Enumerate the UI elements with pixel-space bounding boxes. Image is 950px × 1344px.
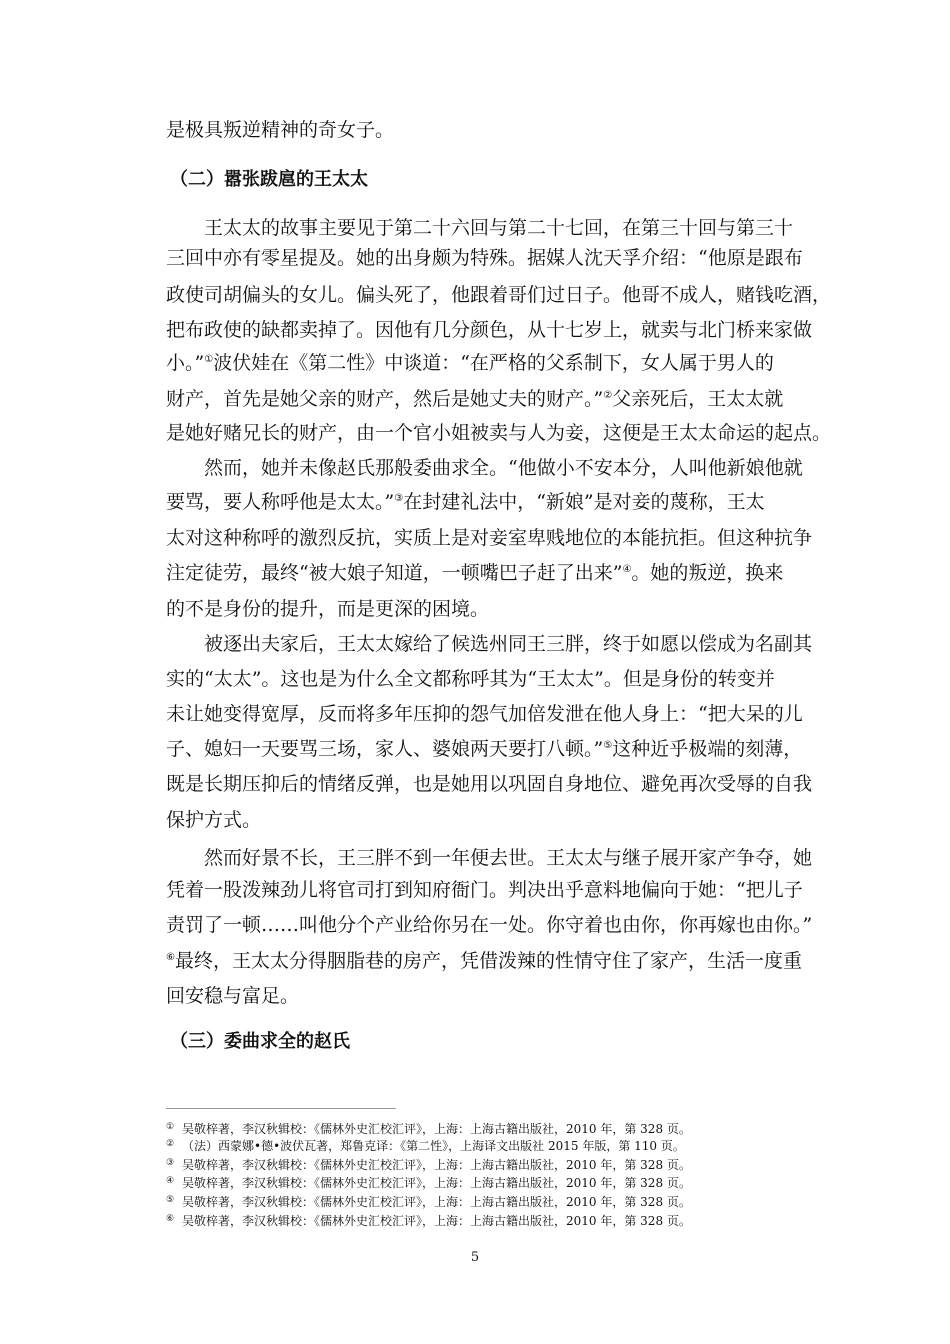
body-line: 回安稳与富足。: [166, 985, 300, 1007]
body-line: 既是长期压抑后的情绪反弹，也是她用以巩固自身地位、避免再次受辱的自我: [166, 773, 813, 795]
footnote-marker: ③: [394, 493, 404, 504]
footnote: ⑥ 吴敬梓著，李汉秋辑校：《儒林外史汇校汇评》，上海：上海古籍出版社，2010 年，第 328 页。: [166, 1214, 691, 1228]
body-line: 保护方式。: [166, 809, 262, 831]
body-line: 实的“太太”。这也是为什么全文都称呼其为“王太太”。但是身份的转变并: [166, 668, 775, 690]
body-line: 的不是身份的提升，而是更深的困境。: [166, 598, 490, 620]
footnote: ⑤ 吴敬梓著，李汉秋辑校：《儒林外史汇校汇评》，上海：上海古籍出版社，2010 年，第 328 页。: [166, 1195, 691, 1209]
footnote-separator: [166, 1108, 396, 1109]
footnote-marker: ⑤: [603, 740, 613, 751]
body-line: 是极具叛逆精神的奇女子。: [166, 119, 395, 141]
body-line: 是她好赌兄长的财产，由一个官小姐被卖与人为妾，这便是王太太命运的起点。: [166, 422, 832, 444]
body-line: ⑥最终，王太太分得胭脂巷的房产，凭借泼辣的性情守住了家产，生活一度重: [166, 950, 802, 972]
footnote-marker: ⑥: [166, 952, 175, 963]
footnote-marker: ④: [622, 564, 632, 575]
body-line: 凭着一股泼辣劲儿将官司打到知府衙门。判决出乎意料地偏向于她：“把儿子: [166, 879, 803, 901]
body-line: 财产，首先是她父亲的财产，然后是她丈夫的财产。”②父亲死后，王太太就: [166, 388, 784, 410]
footnote: ③ 吴敬梓著，李汉秋辑校：《儒林外史汇校汇评》，上海：上海古籍出版社，2010 年，第 328 页。: [166, 1158, 691, 1172]
body-line: 小。”①波伏娃在《第二性》中谈道：“在严格的父系制下，女人属于男人的: [166, 352, 774, 374]
body-line: 然而好景不长，王三胖不到一年便去世。王太太与继子展开家产争夺，她: [204, 847, 813, 869]
body-line: 然而，她并未像赵氏那般委曲求全。“他做小不安本分，人叫他新娘他就: [204, 457, 803, 479]
body-line: 把布政使的缺都卖掉了。因他有几分颜色，从十七岁上，就卖与北门桥来家做: [166, 319, 813, 341]
body-line: 政使司胡偏头的女儿。偏头死了，他跟着哥们过日子。他哥不成人，赌钱吃酒，: [166, 284, 832, 306]
body-line: 未让她变得宽厚，反而将多年压抑的怨气加倍发泄在他人身上：“把大呆的儿: [166, 703, 803, 725]
body-line: 三回中亦有零星提及。她的出身颇为特殊。据媒人沈天孚介绍：“他原是跟布: [166, 247, 803, 269]
page-number: 5: [470, 1250, 480, 1265]
footnote: ① 吴敬梓著，李汉秋辑校：《儒林外史汇校汇评》，上海：上海古籍出版社，2010 年，第 328 页。: [166, 1122, 691, 1136]
body-line: 要骂，要人称呼他是太太。”③在封建礼法中，“新娘”是对妾的蔑称，王太: [166, 491, 765, 513]
footnote: ② （法）西蒙娜•德•波伏瓦著，郑鲁克译：《第二性》，上海译文出版社 2015 年版，第 110 页。: [166, 1139, 685, 1153]
footnote-marker: ②: [603, 390, 613, 401]
body-line: 注定徒劳，最终“被大娘子知道，一顿嘴巴子赶了出来”④。她的叛逆，换来: [166, 562, 784, 584]
section-heading: （三）委曲求全的赵氏: [170, 1031, 350, 1052]
body-line: 子、媳妇一天要骂三场，家人、婆娘两天要打八顿。”⑤这种近乎极端的刻薄，: [166, 738, 803, 760]
body-line: 被逐出夫家后，王太太嫁给了候选州同王三胖，终于如愿以偿成为名副其: [204, 633, 813, 655]
footnote-marker: ①: [204, 354, 214, 365]
footnote: ④ 吴敬梓著，李汉秋辑校：《儒林外史汇校汇评》，上海：上海古籍出版社，2010 年，第 328 页。: [166, 1176, 691, 1190]
body-line: 太对这种称呼的激烈反抗，实质上是对妾室卑贱地位的本能抗拒。但这种抗争: [166, 527, 813, 549]
body-line: 责罚了一顿……叫他分个产业给你另在一处。你守着也由你，你再嫁也由你。”: [166, 914, 813, 936]
body-line: 王太太的故事主要见于第二十六回与第二十七回，在第三十回与第三十: [204, 217, 794, 239]
section-heading: （二）嚣张跋扈的王太太: [170, 169, 368, 190]
